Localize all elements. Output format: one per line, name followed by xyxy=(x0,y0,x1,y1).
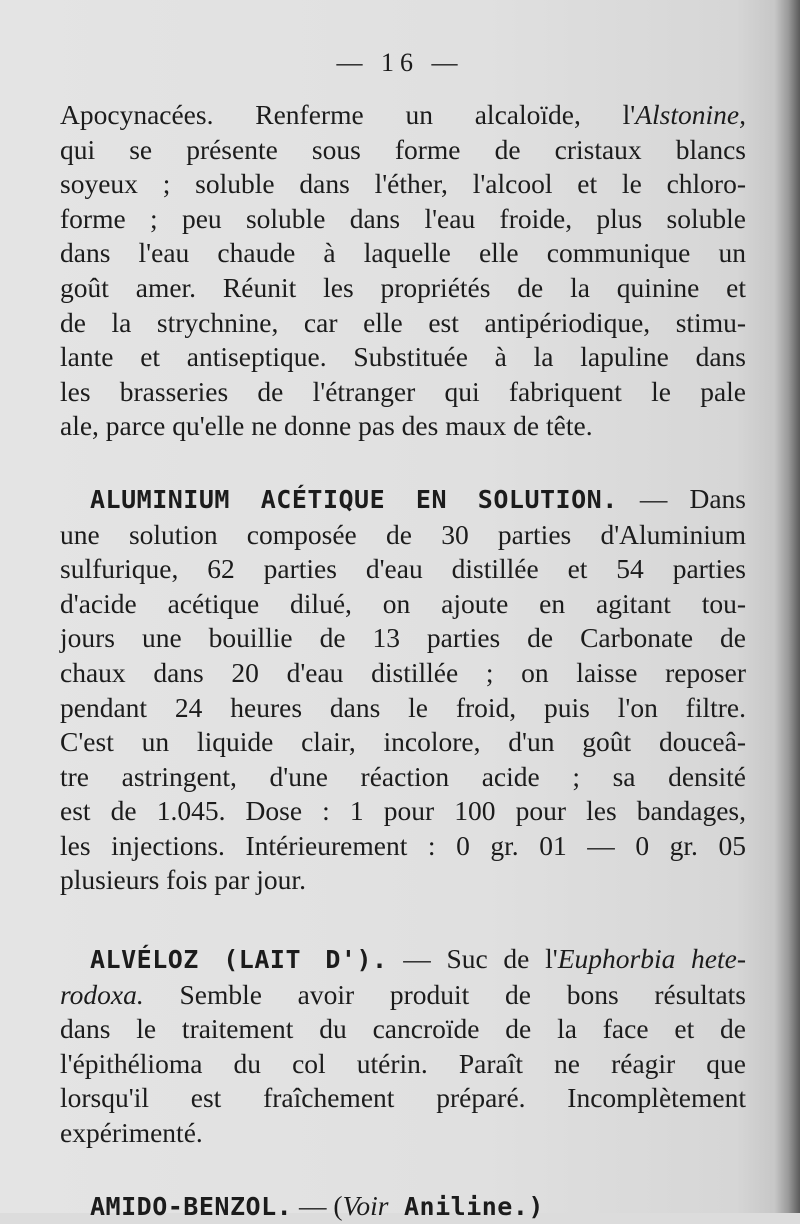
cross-reference-target: Aniline.) xyxy=(388,1191,544,1221)
text-line xyxy=(60,863,746,898)
text-run: soyeux ; soluble dans l'éther, l'alcool et le chloro- xyxy=(60,168,746,200)
text-run: Apocynacées. Renferme un alcaloïde, l' xyxy=(60,99,636,130)
text-run: forme ; peu soluble dans l'eau froide, plus soluble xyxy=(60,202,746,234)
text-run: une solution composée de 30 parties d'Aluminium xyxy=(60,518,746,550)
text-line xyxy=(60,552,746,587)
text-line xyxy=(60,271,746,306)
book-spine-shadow xyxy=(774,0,800,1213)
text-line xyxy=(60,98,746,133)
text-line xyxy=(60,621,746,656)
text-run: — Suc de l' xyxy=(387,943,558,975)
text-run: pendant 24 heures dans le froid, puis l'on filtre. xyxy=(60,691,746,723)
continuation-paragraph xyxy=(60,98,746,444)
text-run: C'est un liquide clair, incolore, d'un goût douceâ- xyxy=(60,726,746,758)
text-run: plusieurs fois par jour. xyxy=(60,864,306,896)
text-run: sulfurique, 62 parties d'eau distillée et 54 parties xyxy=(60,553,746,585)
text-run: Semble avoir produit de bons résultats xyxy=(143,978,746,1010)
text-line xyxy=(60,691,746,726)
text-run: lorsqu'il est fraîchement préparé. Incomplètement xyxy=(60,1082,746,1114)
text-line xyxy=(60,829,746,864)
text-run: les brasseries de l'étranger qui fabriquent le pale xyxy=(60,375,746,407)
text-line xyxy=(60,1047,746,1082)
text-run: est de 1.045. Dose : 1 pour 100 pour les bandages, xyxy=(60,795,746,827)
text-line xyxy=(60,409,746,444)
entry-amido-benzol xyxy=(60,1189,746,1224)
text-line xyxy=(60,760,746,795)
text-run: Alstonine, xyxy=(635,99,746,130)
page-text xyxy=(60,98,746,1224)
text-line xyxy=(60,1116,746,1151)
text-line xyxy=(60,375,746,410)
text-run: tre astringent, d'une réaction acide ; sa densité xyxy=(60,760,746,792)
entry-first-line xyxy=(60,1189,746,1224)
cross-reference-voir: Voir xyxy=(342,1189,389,1221)
text-run: Euphorbia hete- xyxy=(557,943,746,975)
text-line xyxy=(60,587,746,622)
text-run: dans l'eau chaude à laquelle elle communique un xyxy=(60,237,746,269)
text-run: l'épithélioma du col utérin. Paraît ne réagir que xyxy=(60,1047,746,1079)
entry-heading: ALUMINIUM ACÉTIQUE EN SOLUTION. xyxy=(90,484,618,514)
entry-dash: — ( xyxy=(292,1189,343,1221)
text-run: goût amer. Réunit les propriétés de la quinine et xyxy=(60,271,746,303)
text-run: dans le traitement du cancroïde de la face et de xyxy=(60,1013,746,1045)
entry-heading: AMIDO-BENZOL. xyxy=(90,1191,293,1221)
text-line xyxy=(60,978,746,1013)
text-run: rodoxa. xyxy=(60,978,144,1010)
text-run: qui se présente sous forme de cristaux blancs xyxy=(60,133,746,165)
text-run: les injections. Intérieurement : 0 gr. 01 — 0 gr. 05 xyxy=(60,829,746,861)
text-line xyxy=(60,794,746,829)
text-line xyxy=(60,1081,746,1116)
text-run: ale, parce qu'elle ne donne pas des maux de tête. xyxy=(60,410,593,442)
text-run: — Dans xyxy=(617,482,746,514)
entry-heading: ALVÉLOZ (LAIT D'). xyxy=(90,945,388,975)
entry-first-line xyxy=(60,942,746,978)
text-line xyxy=(60,1012,746,1047)
text-line xyxy=(60,725,746,760)
text-run: jours une bouillie de 13 parties de Carbonate de xyxy=(60,622,746,654)
text-run: d'acide acétique dilué, on ajoute en agitant tou- xyxy=(60,587,746,619)
text-run: de la strychnine, car elle est antipériodique, stimu- xyxy=(60,306,746,338)
text-run: expérimenté. xyxy=(60,1117,203,1149)
entry-aluminium-acetique xyxy=(60,482,746,898)
text-line xyxy=(60,656,746,691)
text-run: lante et antiseptique. Substituée à la lapuline dans xyxy=(60,341,746,373)
entry-alveloz xyxy=(60,942,746,1151)
text-line xyxy=(60,518,746,553)
text-run: chaux dans 20 d'eau distillée ; on laisse reposer xyxy=(60,656,746,688)
entry-first-line xyxy=(60,482,746,518)
text-line xyxy=(60,340,746,375)
text-line xyxy=(60,306,746,341)
text-line xyxy=(60,202,746,237)
text-line xyxy=(60,167,746,202)
text-line xyxy=(60,236,746,271)
page-number: — 16 — xyxy=(336,48,464,77)
text-line xyxy=(60,133,746,168)
